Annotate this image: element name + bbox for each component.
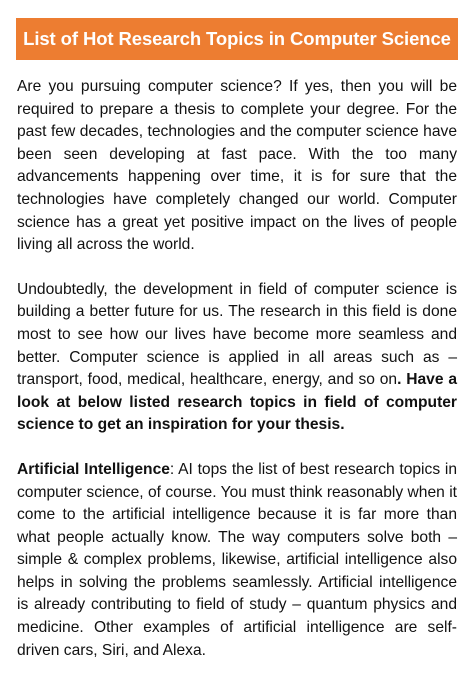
development-text: Undoubtedly, the development in field of computer science is building a better future for us. The research in this field is done most to see how our lives have become more seamless and better. Computer science is applied in all areas such as – transport, food, medical, healthcare, energy, and so on [17, 280, 457, 389]
development-paragraph [17, 279, 457, 437]
ai-text: : AI tops the list of best research topics in computer science, of course. You must think reasonably when it come to the artificial intelligence because it is far more than what people actually know. The way computers solve both – simple & complex problems, likewise, artificial intelligence also helps in solving the problems seamlessly. Artificial intelligence is already contributing to field of study – quantum physics and medicine. Other examples of artificial intelligence are self-driven cars, Siri, and Alexa. [17, 460, 457, 659]
title-banner [16, 18, 458, 60]
ai-heading: Artificial Intelligence [17, 460, 170, 478]
development-callout: . Have a look at below listed research topics in field of computer science to get an inspiration for your thesis. [17, 371, 457, 434]
ai-paragraph [17, 459, 457, 662]
article-body [17, 76, 457, 684]
page-title: List of Hot Research Topics in Computer Science [23, 28, 451, 49]
intro-paragraph: Are you pursuing computer science? If yes, then you will be required to prepare a thesis to complete your degree. For the past few decades, technologies and the computer science have been seen developing at fast pace. With the too many advancements happening over time, it is for sure that the technologies have completely changed our world. Computer science has a great yet positive impact on the lives of people living all across the world. [17, 78, 457, 254]
